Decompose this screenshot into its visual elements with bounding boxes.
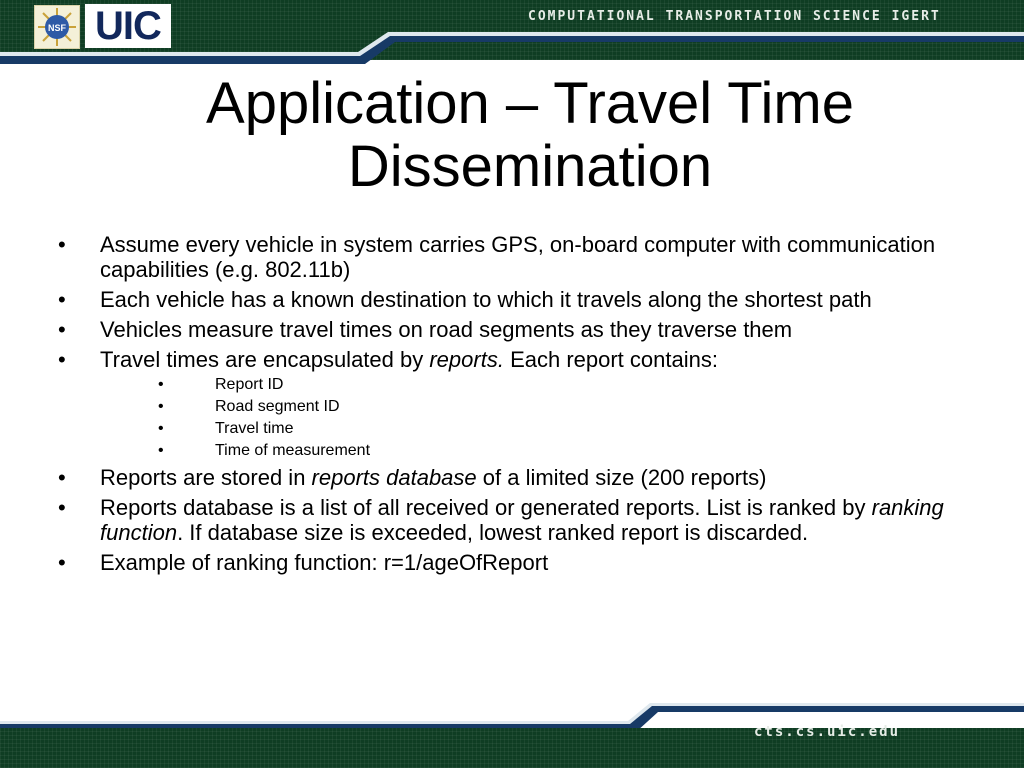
sub-bullet-marker: • [158, 420, 164, 437]
bullet-item [58, 287, 978, 312]
bullet-text-part: Each report contains: [503, 347, 718, 372]
sub-bullet-text: Time of measurement [215, 442, 371, 459]
bullet-marker: • [58, 287, 66, 312]
sub-bullet-marker: • [158, 442, 164, 459]
bullet-marker: • [58, 347, 66, 372]
bullet-text-emphasis: ranking function [100, 495, 944, 545]
sub-bullet-item [58, 396, 978, 418]
bullet-item [58, 495, 978, 545]
sub-bullet-text: Report ID [215, 376, 284, 393]
footer-url: cts.cs.uic.edu [754, 724, 901, 740]
bullet-text: Example of ranking function: r=1/ageOfReport [100, 550, 549, 575]
bullet-item [58, 232, 978, 282]
sub-bullet-item [58, 440, 978, 462]
bullet-item [58, 465, 978, 490]
uic-logo-text: UIC [95, 4, 161, 48]
bullet-text-part: Travel times are encapsulated by [100, 347, 430, 372]
bullet-item [58, 347, 978, 372]
sub-bullet-text: Travel time [215, 420, 294, 437]
bullet-marker: • [58, 495, 66, 520]
bullet-list [58, 232, 978, 575]
bullet-text-part: Reports database is a list of all received or generated reports. List is ranked by [100, 495, 872, 520]
bullet-marker: • [58, 317, 66, 342]
bullet-marker: • [58, 232, 66, 257]
bullet-text-emphasis: reports. [429, 347, 504, 372]
bullet-text: Assume every vehicle in system carries GPS, on-board computer with communication capabilities (e.g. 802.11b) [100, 232, 936, 282]
bullet-marker: • [58, 465, 66, 490]
bullet-text-part: Reports are stored in [100, 465, 312, 490]
bullet-text [100, 465, 978, 490]
sub-bullet-text: Road segment ID [215, 398, 340, 415]
slide-title [100, 72, 960, 198]
sub-bullet-marker: • [158, 376, 164, 393]
title-line-2: Dissemination [347, 134, 713, 200]
sub-bullet-item [58, 418, 978, 440]
bullet-text-part: of a limited size (200 reports) [476, 465, 767, 490]
nsf-logo-text: NSF [48, 23, 66, 33]
sub-bullet-marker: • [158, 398, 164, 415]
header-tagline: COMPUTATIONAL TRANSPORTATION SCIENCE IGERT [528, 9, 941, 24]
bullet-marker: • [58, 550, 66, 575]
uic-logo-icon [85, 4, 171, 48]
bullet-item [58, 317, 978, 342]
bullet-text: Vehicles measure travel times on road segments as they traverse them [100, 317, 793, 342]
bullet-text-emphasis: reports database [311, 465, 477, 490]
sub-bullet-item [58, 374, 978, 396]
nsf-logo-icon [34, 5, 80, 49]
bullet-text [100, 495, 978, 545]
bullet-text: Each vehicle has a known destination to which it travels along the shortest path [100, 287, 872, 312]
title-line-1: Application – Travel Time [206, 71, 854, 136]
bullet-text [100, 347, 978, 372]
bullet-text-part: . If database size is exceeded, lowest ranked report is discarded. [177, 520, 809, 545]
bullet-item [58, 550, 978, 575]
